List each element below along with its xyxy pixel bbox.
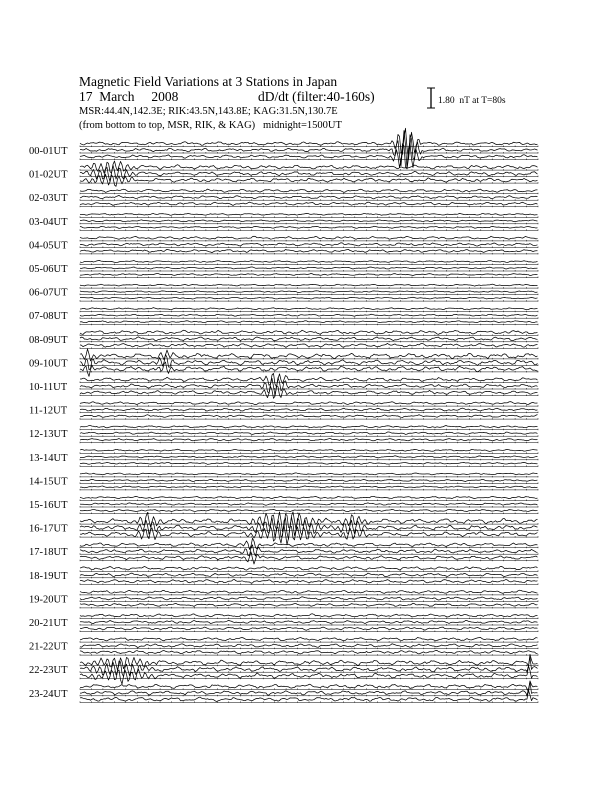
trace-kag bbox=[80, 425, 538, 428]
trace-rik bbox=[80, 479, 538, 481]
trace-rik bbox=[80, 291, 538, 293]
trace-kag bbox=[80, 308, 538, 310]
hour-label: 15-16UT bbox=[29, 500, 68, 511]
trace-rik bbox=[80, 432, 538, 434]
trace-msr bbox=[80, 321, 538, 323]
trace-msr bbox=[80, 486, 538, 488]
trace-kag bbox=[80, 236, 538, 239]
hour-label: 12-13UT bbox=[29, 429, 68, 441]
trace-msr bbox=[80, 362, 538, 376]
trace-msr bbox=[80, 509, 538, 511]
hour-label: 16-17UT bbox=[29, 523, 68, 535]
station-order-note: (from bottom to top, MSR, RIK, & KAG) midnight=1500UT bbox=[79, 120, 342, 131]
trace-rik bbox=[80, 243, 538, 246]
hour-label: 02-03UT bbox=[29, 193, 68, 205]
hour-label: 04-05UT bbox=[29, 240, 68, 252]
hour-label: 19-20UT bbox=[29, 594, 68, 606]
trace-kag bbox=[80, 128, 538, 159]
hour-label: 23-24UT bbox=[29, 688, 68, 700]
trace-kag bbox=[80, 261, 538, 263]
trace-rik bbox=[80, 620, 538, 623]
hour-label: 10-11UT bbox=[29, 382, 68, 393]
trace-rik bbox=[80, 456, 538, 458]
trace-rik bbox=[80, 314, 538, 316]
trace-msr bbox=[80, 226, 538, 228]
chart-quantity: dD/dt (filter:40-160s) bbox=[258, 89, 375, 104]
trace-msr bbox=[80, 439, 538, 441]
trace-msr bbox=[80, 273, 538, 275]
trace-kag bbox=[80, 449, 538, 451]
trace-rik bbox=[80, 131, 538, 169]
trace-rik bbox=[80, 337, 538, 341]
hour-label: 13-14UT bbox=[29, 452, 68, 464]
trace-rik bbox=[80, 573, 538, 577]
hour-label: 11-12UT bbox=[29, 405, 68, 417]
trace-kag bbox=[80, 614, 538, 617]
trace-kag bbox=[80, 402, 538, 405]
trace-kag bbox=[80, 213, 538, 215]
hour-label: 20-21UT bbox=[29, 618, 68, 629]
trace-rik bbox=[80, 354, 538, 369]
hour-label: 18-19UT bbox=[29, 570, 68, 582]
chart-title: Magnetic Field Variations at 3 Stations in Japan bbox=[79, 74, 338, 89]
trace-rik bbox=[80, 220, 538, 222]
trace-kag bbox=[80, 681, 538, 692]
trace-kag bbox=[80, 189, 538, 192]
trace-msr bbox=[80, 650, 538, 654]
hour-label: 14-15UT bbox=[29, 476, 68, 488]
trace-rik bbox=[80, 408, 538, 411]
trace-rik bbox=[80, 657, 538, 676]
trace-rik bbox=[80, 503, 538, 505]
hour-label: 07-08UT bbox=[29, 311, 68, 323]
trace-kag bbox=[80, 496, 538, 498]
trace-kag bbox=[80, 654, 538, 670]
trace-msr bbox=[80, 249, 538, 252]
trace-msr bbox=[80, 579, 538, 583]
trace-msr bbox=[80, 666, 538, 684]
trace-msr bbox=[80, 343, 538, 347]
hour-label: 17-18UT bbox=[29, 547, 68, 559]
trace-kag bbox=[80, 330, 538, 334]
trace-kag bbox=[80, 373, 538, 386]
trace-kag bbox=[80, 590, 538, 593]
trace-kag bbox=[80, 473, 538, 475]
trace-msr bbox=[80, 462, 538, 464]
scale-bar bbox=[427, 88, 435, 108]
hour-label: 09-10UT bbox=[29, 358, 68, 370]
hour-label: 08-09UT bbox=[29, 334, 68, 346]
trace-msr bbox=[80, 415, 538, 418]
hour-label: 06-07UT bbox=[29, 287, 68, 299]
trace-kag bbox=[80, 566, 538, 570]
station-coordinates: MSR:44.4N,142.3E; RIK:43.5N,143.8E; KAG:31.5N,130.7E bbox=[79, 106, 338, 117]
trace-kag bbox=[80, 161, 538, 173]
trace-kag bbox=[80, 284, 538, 286]
hour-label: 05-06UT bbox=[29, 264, 68, 275]
trace-msr bbox=[80, 627, 538, 630]
trace-rik bbox=[80, 267, 538, 269]
trace-rik bbox=[80, 644, 538, 648]
trace-rows bbox=[29, 128, 538, 703]
trace-msr bbox=[80, 202, 538, 205]
hour-label: 21-22UT bbox=[29, 641, 68, 653]
hour-label: 00-01UT bbox=[29, 146, 68, 157]
trace-rik bbox=[80, 597, 538, 600]
scale-bar-label: 1.80 nT at T=80s bbox=[438, 96, 506, 106]
trace-msr bbox=[80, 603, 538, 606]
trace-rik bbox=[80, 195, 538, 198]
trace-kag bbox=[80, 637, 538, 640]
hour-label: 01-02UT bbox=[29, 169, 68, 181]
chart-date: 17 March 2008 bbox=[79, 89, 179, 104]
hour-label: 03-04UT bbox=[29, 216, 68, 228]
trace-msr bbox=[80, 297, 538, 299]
hour-label: 22-23UT bbox=[29, 665, 68, 677]
